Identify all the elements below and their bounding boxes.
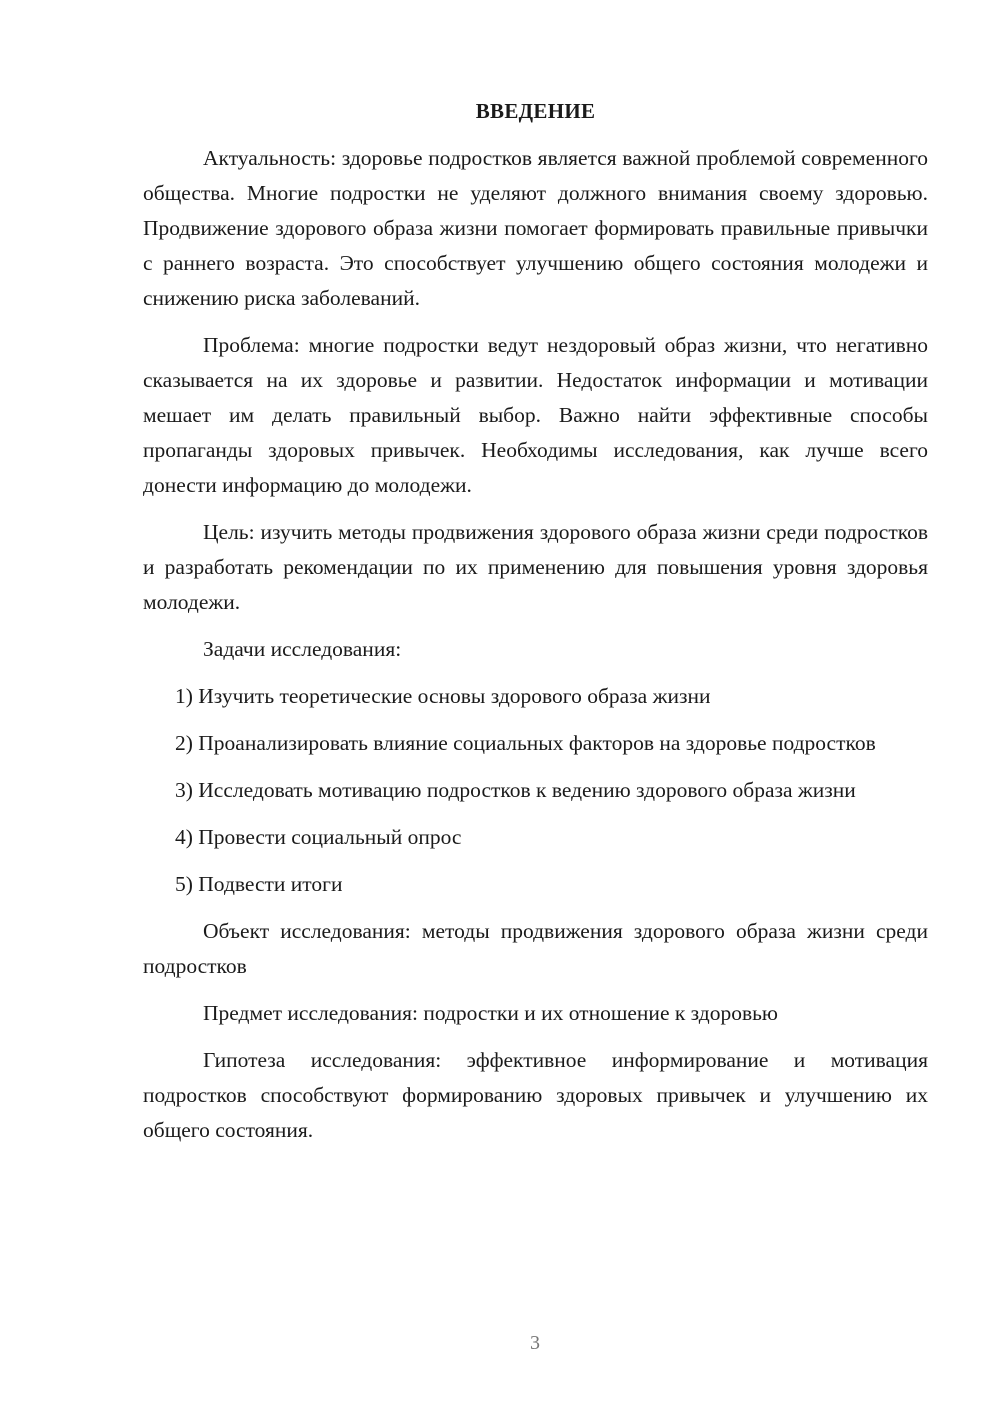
document-page <box>143 94 928 1148</box>
page-title: ВВЕДЕНИЕ <box>475 99 596 123</box>
subject-paragraph: Предмет исследования: подростки и их отношение к здоровью <box>203 1001 778 1025</box>
task-item: 3) Исследовать мотивацию подростков к ведению здорового образа жизни <box>175 778 856 802</box>
task-item: 4) Провести социальный опрос <box>175 825 462 849</box>
problem-paragraph: Проблема: многие подростки ведут нездоровый образ жизни, что негативно сказывается на их здоровье и развитии. Недостаток информации и мотивации мешает им делать правильный выбор. Важно найти эффективные способы пропаганды здоровых привычек. Необходимы исследования, как лучше всего донести информацию до молодежи. <box>143 333 928 497</box>
object-paragraph: Объект исследования: методы продвижения здорового образа жизни среди подростков <box>143 919 928 978</box>
task-item: 5) Подвести итоги <box>175 872 343 896</box>
page-number: 3 <box>530 1332 540 1354</box>
tasks-list <box>143 679 928 902</box>
task-item: 2) Проанализировать влияние социальных факторов на здоровье подростков <box>175 731 876 755</box>
relevance-paragraph: Актуальность: здоровье подростков является важной проблемой современного общества. Многие подростки не уделяют должного внимания своему здоровью. Продвижение здорового образа жизни помогает формировать правильные привычки с раннего возраста. Это способствует улучшению общего состояния молодежи и снижению риска заболеваний. <box>143 146 928 310</box>
hypothesis-paragraph: Гипотеза исследования: эффективное информирование и мотивация подростков способствуют формированию здоровых привычек и улучшению их общего состояния. <box>143 1048 928 1142</box>
task-item: 1) Изучить теоретические основы здорового образа жизни <box>175 684 711 708</box>
tasks-heading: Задачи исследования: <box>203 637 402 661</box>
goal-paragraph: Цель: изучить методы продвижения здорового образа жизни среди подростков и разработать рекомендации по их применению для повышения уровня здоровья молодежи. <box>143 520 928 614</box>
